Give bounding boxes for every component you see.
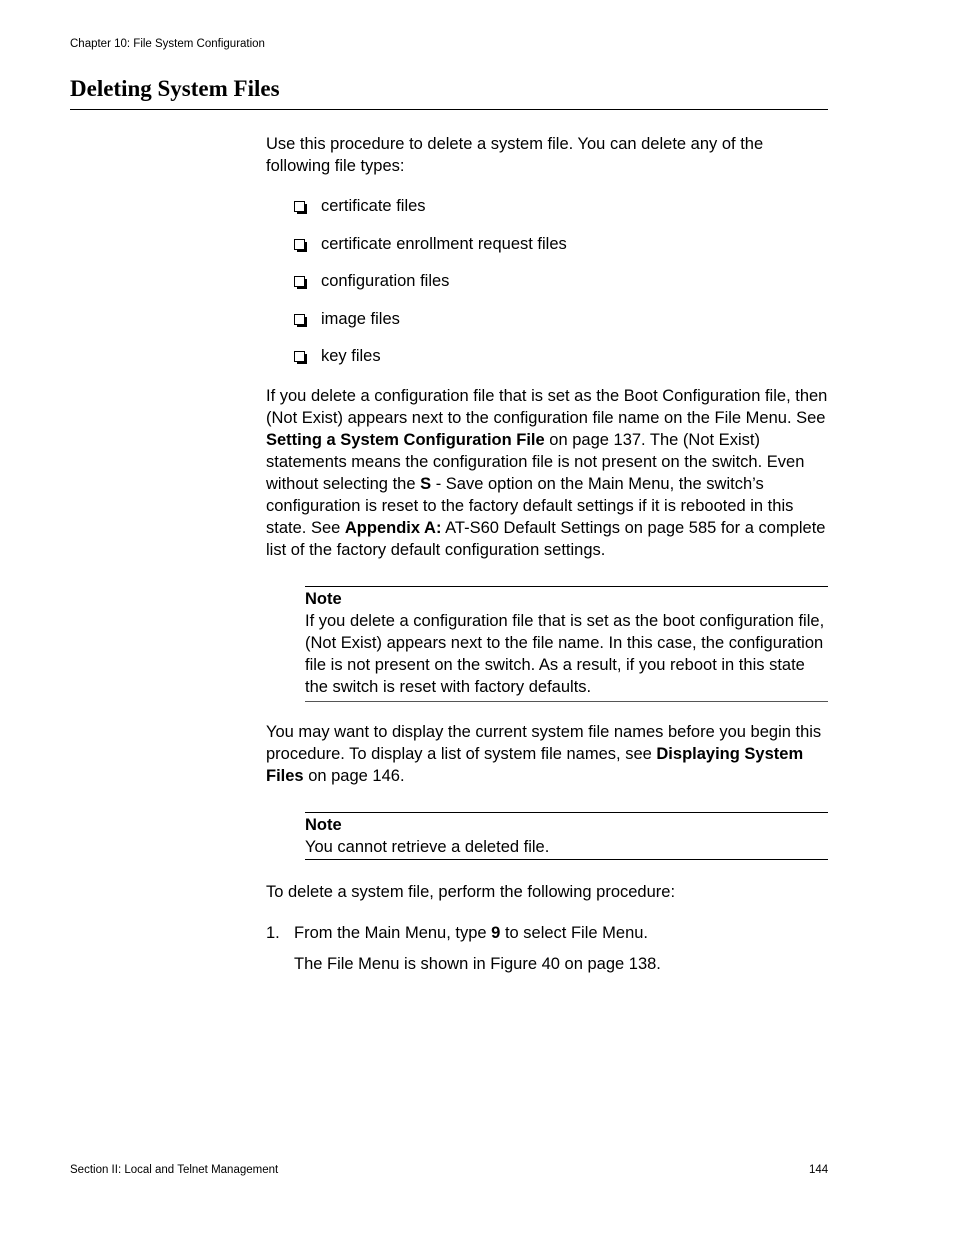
text-run: on page 137. The (Not Exist) statements means the configuration file is not present on the switch. Even without selecting the (266, 431, 805, 493)
page-number: 144 (809, 1164, 829, 1176)
list-item-label: image files (321, 309, 400, 328)
cross-reference: Setting a System Configuration File (266, 431, 545, 449)
text-run: AT-S60 Default Settings on page 585 for a complete list of the factory default configuration settings. (266, 519, 826, 559)
list-item (294, 195, 567, 233)
checkbox-bullet-icon (294, 239, 305, 250)
text-run: - Save option on the Main Menu, the switch’s configuration is reset to the factory default settings if it is rebooted in this state. See (266, 475, 794, 537)
intro-paragraph (266, 133, 828, 177)
option-key: S (420, 475, 432, 493)
checkbox-bullet-icon (294, 201, 305, 212)
procedure-intro (266, 881, 828, 903)
display-files-paragraph (266, 721, 828, 787)
checkbox-bullet-icon (294, 276, 305, 287)
list-item (294, 270, 567, 308)
boot-config-paragraph (266, 385, 828, 561)
text-run: You may want to display the current system file names before you begin this procedure. To display a list of system file names, see (266, 723, 822, 763)
cross-reference: Displaying System Files (266, 745, 804, 785)
footer-section: Section II: Local and Telnet Management (70, 1164, 279, 1176)
menu-key: 9 (491, 924, 501, 942)
list-item (294, 308, 567, 346)
step-result: The File Menu is shown in Figure 40 on page 138. (294, 955, 661, 973)
text-run: If you delete a configuration file that is set as the Boot Configuration file, then (Not Exist) appears next to the configuration file name on the File Menu. See (266, 387, 828, 427)
list-item (294, 233, 567, 271)
note-label: Note (305, 816, 342, 834)
procedure-intro-text: To delete a system file, perform the following procedure: (266, 883, 676, 901)
title-rule (70, 109, 828, 110)
list-item-label: configuration files (321, 272, 450, 291)
note-text: You cannot retrieve a deleted file. (305, 838, 550, 856)
text-run: to select File Menu. (500, 924, 649, 942)
text-run: on page 146. (303, 767, 405, 785)
list-item-label: key files (321, 347, 381, 366)
note-box (305, 586, 828, 702)
checkbox-bullet-icon (294, 351, 305, 362)
step-text (294, 922, 648, 944)
note-text: If you delete a configuration file that is set as the boot configuration file, (Not Exist) appears next to the file name. In this case, the configuration file is not present on the switch. As a result, if you reboot in this state the switch is reset with factory defaults. (305, 612, 825, 696)
intro-text: Use this procedure to delete a system file. You can delete any of the following file types: (266, 135, 764, 175)
file-type-list (294, 195, 567, 383)
step-number: 1. (266, 924, 280, 942)
section-title: Deleting System Files (70, 76, 280, 101)
list-item-label: certificate files (321, 197, 426, 215)
checkbox-bullet-icon (294, 314, 305, 325)
list-item (294, 345, 567, 383)
text-run: From the Main Menu, type (294, 924, 492, 942)
list-item-label: certificate enrollment request files (321, 234, 567, 253)
note-label: Note (305, 590, 342, 608)
note-box (305, 812, 828, 860)
running-header: Chapter 10: File System Configuration (70, 38, 265, 50)
appendix-reference: Appendix A: (344, 519, 442, 537)
